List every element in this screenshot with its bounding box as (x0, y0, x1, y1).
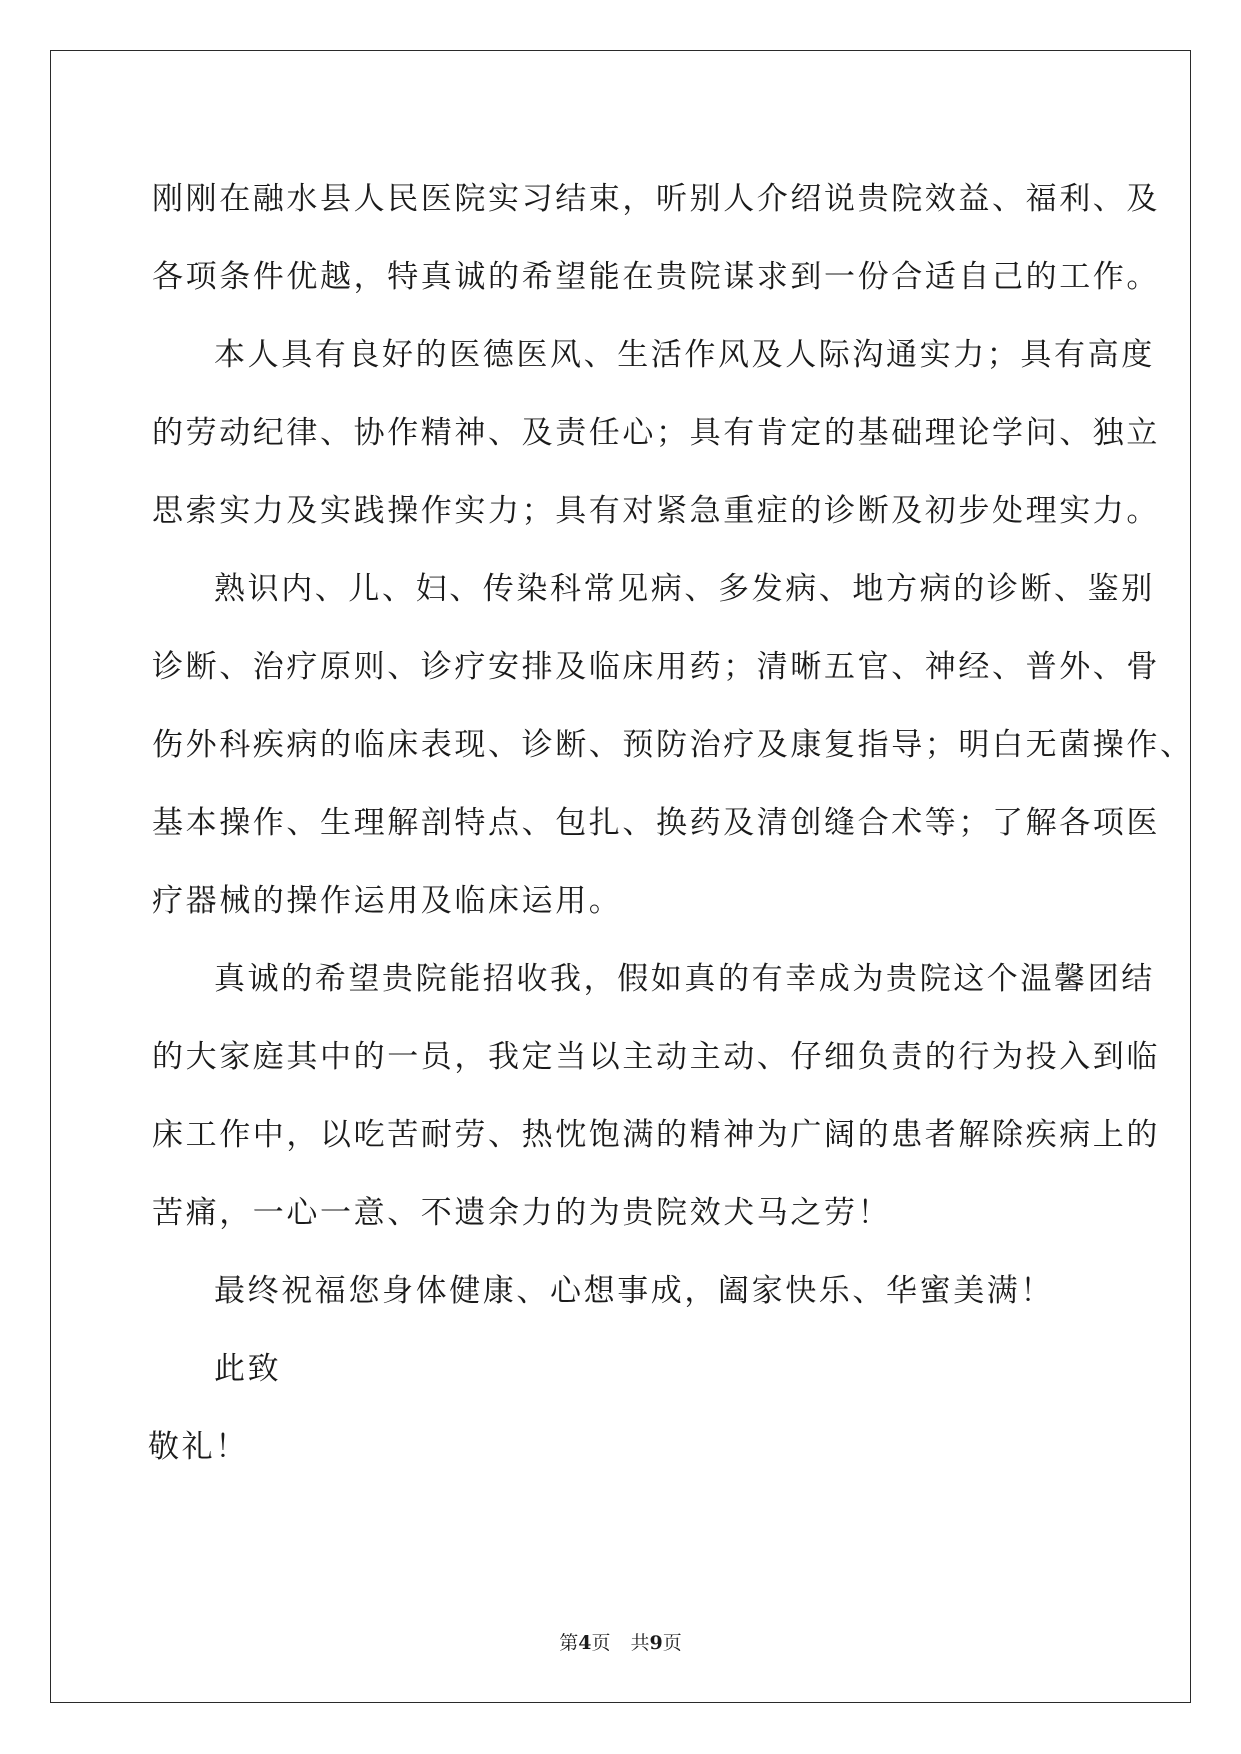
text-line: 刚刚在融水县人民医院实习结束，听别人介绍说贵院效益、福利、及 (152, 181, 1160, 217)
text-line: 疗器械的操作运用及临床运用。 (152, 883, 623, 919)
text-line: 的劳动纪律、协作精神、及责任心；具有肯定的基础理论学问、独立 (152, 415, 1160, 451)
footer-page-suffix: 页 (591, 1632, 611, 1654)
closing-line: 敬礼！ (148, 1429, 249, 1465)
text-line: 伤外科疾病的临床表现、诊断、预防治疗及康复指导；明白无菌操作、 (152, 727, 1194, 763)
text-line: 最终祝福您身体健康、心想事成，阖家快乐、华蜜美满！ (214, 1273, 1054, 1309)
text-line: 的大家庭其中的一员，我定当以主动主动、仔细负责的行为投入到临 (152, 1039, 1160, 1075)
text-line: 各项条件优越，特真诚的希望能在贵院谋求到一份合适自己的工作。 (152, 259, 1160, 295)
text-line: 苦痛，一心一意、不遗余力的为贵院效犬马之劳！ (152, 1195, 892, 1231)
footer-total-prefix: 共 (630, 1632, 650, 1654)
text-line: 床工作中，以吃苦耐劳、热忱饱满的精神为广阔的患者解除疾病上的 (152, 1117, 1160, 1153)
letter-body (148, 160, 1194, 1486)
text-line: 思索实力及实践操作实力；具有对紧急重症的诊断及初步处理实力。 (152, 493, 1160, 529)
total-page-number: 9 (649, 1632, 663, 1654)
current-page-number: 4 (578, 1632, 592, 1654)
footer-total-suffix: 页 (662, 1632, 682, 1654)
text-line: 基本操作、生理解剖特点、包扎、换药及清创缝合术等；了解各项医 (152, 805, 1160, 841)
text-line: 本人具有良好的医德医风、生活作风及人际沟通实力；具有高度 (214, 337, 1155, 373)
salutation-line: 此致 (214, 1351, 282, 1387)
footer-prefix: 第 (559, 1632, 579, 1654)
page-footer (0, 1628, 1241, 1655)
text-line: 诊断、治疗原则、诊疗安排及临床用药；清晰五官、神经、普外、骨 (152, 649, 1160, 685)
text-line: 真诚的希望贵院能招收我，假如真的有幸成为贵院这个温馨团结 (214, 961, 1155, 997)
text-line: 熟识内、儿、妇、传染科常见病、多发病、地方病的诊断、鉴别 (214, 571, 1155, 607)
